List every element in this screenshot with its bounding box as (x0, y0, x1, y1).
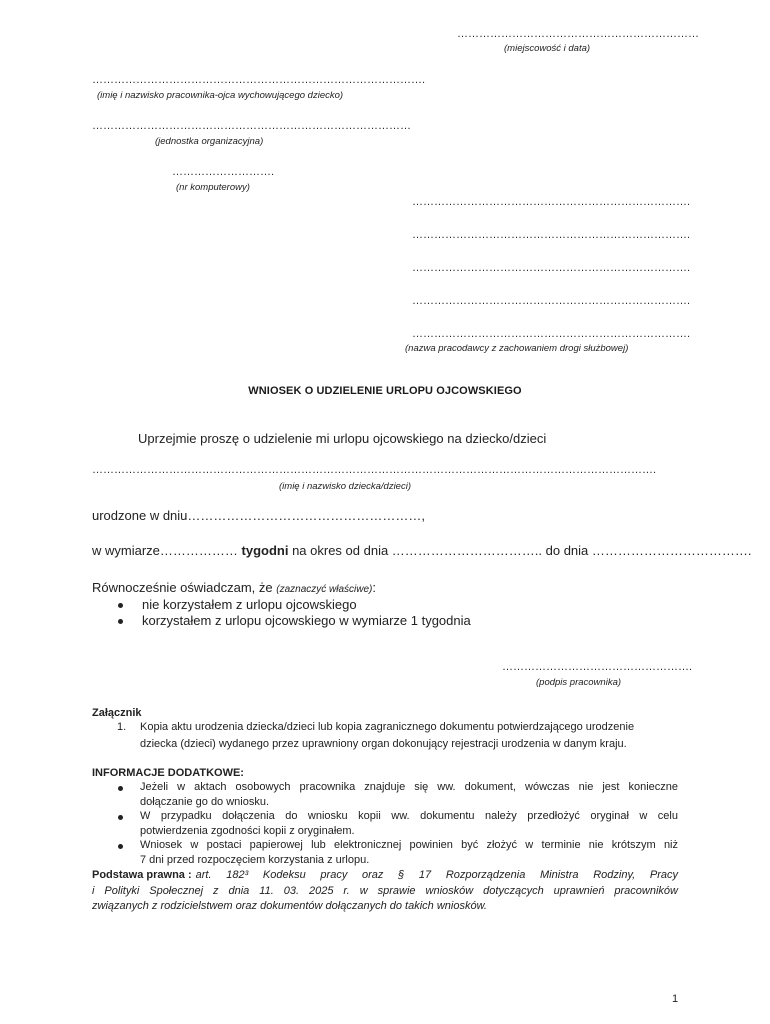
request-intro: Uprzejmie proszę o udzielenie mi urlopu ojcowskiego na dziecko/dzieci (138, 431, 547, 446)
employee-name-caption: (imię i nazwisko pracownika-ojca wychowującego dziecko) (97, 90, 344, 101)
page-number: 1 (672, 993, 679, 1005)
birth-date-line: urodzone w dniu………………………………………………, (92, 508, 426, 523)
leave-period-line (92, 543, 752, 558)
declaration-prefix: Równocześnie oświadczam, że (92, 580, 277, 595)
employer-line: …………………………………………………………………. (412, 196, 691, 208)
option-not-used: nie korzystałem z urlopu ojcowskiego (142, 597, 357, 612)
attachment-heading: Załącznik (92, 707, 142, 719)
signature-caption: (podpis pracownika) (536, 677, 622, 688)
bullet-icon (118, 619, 123, 624)
info-item-1-line-2: dołączanie go do wniosku. (140, 796, 270, 808)
signature-field: ……………………………………………. (502, 661, 693, 673)
employer-line: …………………………………………………………………. (412, 328, 691, 340)
declaration-hint: (zaznaczyć właściwe) (276, 584, 373, 595)
legal-basis-line-1 (92, 869, 678, 881)
period-weeks: tygodni (241, 543, 289, 558)
period-prefix: w wymiarze……………… (92, 543, 242, 558)
place-date-caption: (miejscowość i data) (504, 43, 591, 54)
employee-name-field: ………………………………………………………………………………. (92, 74, 426, 86)
info-item-1-line-1: Jeżeli w aktach osobowych pracownika znajduje się ww. dokument, wówczas nie jest konieczne (140, 781, 678, 793)
option-used: korzystałem z urlopu ojcowskiego w wymiarze 1 tygodnia (142, 613, 471, 628)
info-heading: INFORMACJE DODATKOWE: (92, 767, 244, 779)
legal-basis-line-3: związanych z rodzicielstwem oraz dokumentów dołączanych do takich wniosków. (92, 900, 487, 912)
employer-line: …………………………………………………………………. (412, 229, 691, 241)
org-unit-caption: (jednostka organizacyjna) (155, 136, 264, 147)
bullet-icon (118, 815, 123, 820)
bullet-icon (118, 603, 123, 608)
info-item-3-line-2: 7 dni przed rozpoczęciem korzystania z urlopu. (140, 854, 370, 866)
employer-line: …………………………………………………………………. (412, 262, 691, 274)
declaration-suffix: : (372, 580, 377, 595)
bullet-icon (118, 844, 123, 849)
employer-line: …………………………………………………………………. (412, 295, 691, 307)
child-name-caption: (imię i nazwisko dziecka/dzieci) (279, 481, 411, 492)
legal-basis-label: Podstawa prawna : (92, 869, 192, 881)
org-unit-field: …………………………………………………………………………… (92, 120, 411, 132)
declaration-line (92, 580, 376, 595)
period-rest: na okres od dnia …………………………….. do dnia ………………………………. (288, 543, 752, 558)
place-date-field: ………………………………………………………… (457, 28, 699, 40)
child-name-field: ………………………………………………………………………………………………………………………………………. (92, 464, 657, 476)
info-item-3-line-1: Wniosek w postaci papierowej lub elektronicznej powinien być złożyć w terminie nie krótszym niż (140, 839, 678, 851)
info-item-2-line-1: W przypadku dołączenia do wniosku kopii ww. dokumentu należy przedłożyć oryginał w celu (140, 810, 678, 822)
info-item-2-line-2: potwierdzenia zgodności kopii z oryginałem. (140, 825, 355, 837)
attachment-number: 1. (117, 721, 127, 733)
attachment-line-2: dziecka (dzieci) wydanego przez uprawniony organ dokonujący rejestracji urodzenia w danym kraju. (140, 738, 627, 750)
bullet-icon (118, 786, 123, 791)
employer-caption: (nazwa pracodawcy z zachowaniem drogi służbowej) (405, 343, 629, 354)
computer-number-field: ………………………. (172, 166, 275, 178)
document-title: WNIOSEK O UDZIELENIE URLOPU OJCOWSKIEGO (248, 385, 522, 397)
attachment-line-1: Kopia aktu urodzenia dziecka/dzieci lub kopia zagranicznego dokumentu potwierdzającego urodzenie (140, 721, 635, 733)
computer-number-caption: (nr komputerowy) (176, 182, 250, 193)
legal-basis-text-1: art. 182³ Kodeksu pracy oraz § 17 Rozporządzenia Ministra Rodziny, Pracy (195, 869, 678, 881)
legal-basis-line-2: i Polityki Społecznej z dnia 11. 03. 2025 r. w sprawie wniosków dotyczących uprawnień pracowników (92, 885, 678, 897)
